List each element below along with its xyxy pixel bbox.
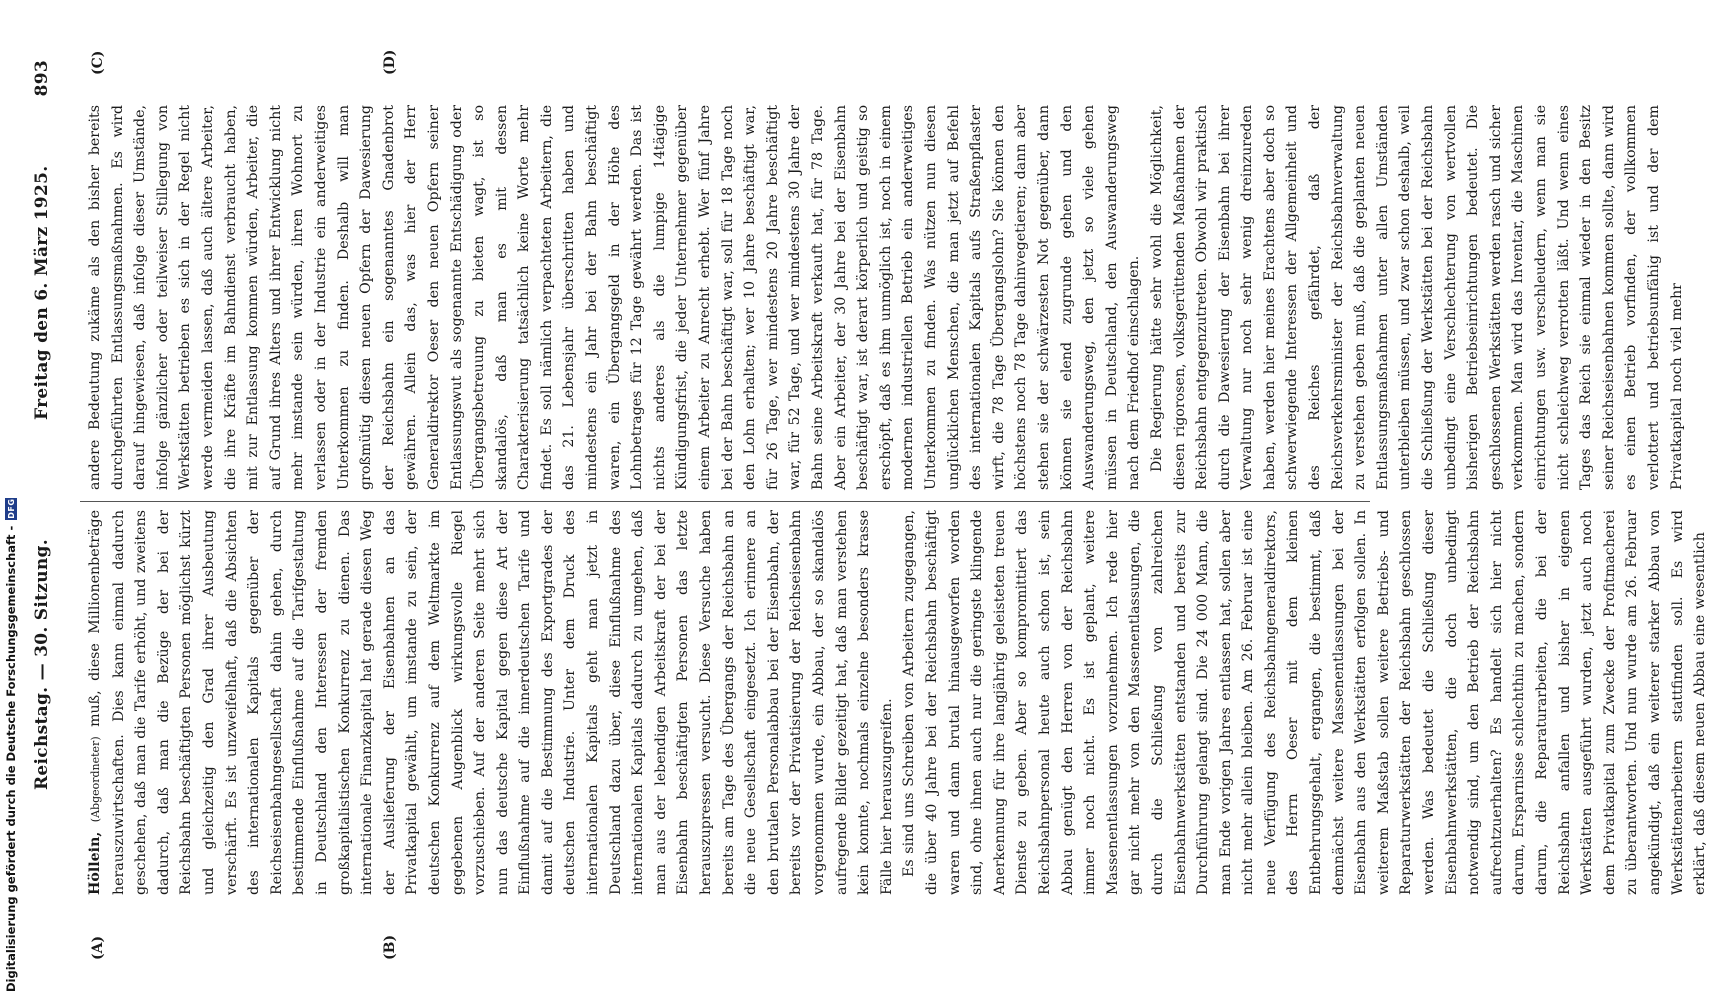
- left-column: [84, 510, 1712, 895]
- header-left-title: Reichstag. — 30. Sitzung.: [32, 539, 52, 790]
- dfg-logo-icon: DFG: [6, 498, 16, 519]
- left-paragraph-2: Es sind uns Schreiben von Arbeitern zugegangen, die über 40 Jahre bei der Reichsbahn beschäftigt waren und dann brutal hinausgeworfen worden sind, ohne ihnen auch nur die geringste klingende Anerkennung für ihre langjährig geleisteten treuen Dienste zu geben. Aber so kompromittiert das Reichsbahnpersonal heute auch schon ist, sein Abbau genügt den Herren von der Reichsbahn immer noch nicht. Es ist geplant, weitere Massenentlassungen vorzunehmen. Ich rede hier gar nicht mehr von den Massenentlassungen, die durch die Schließung von zahlreichen Eisenbahnwerkstätten entstanden und bereits zur Durchführung gelangt sind. Die 24 000 Mann, die man Ende vorigen Jahres entlassen hat, sollen aber nicht mehr allein bleiben. Am 26. Februar ist eine neue Verfügung des Reichsbahngeneraldirektors, des Herrn Oeser mit dem kleinen Entbehrungsgehalt, ergangen, die bestimmt, daß demnächst weitere Massenentlassungen bei der Eisenbahn aus den Werkstätten erfolgen sollen. In weiterem Maßstab sollen weitere Betriebs- und Reparaturwerkstätten der Reichsbahn geschlossen werden. Was bedeutet die Schließung dieser Eisenbahnwerkstätten, die doch unbedingt notwendig sind, um den Betrieb der Reichsbahn aufrechtzuerhalten? Es handelt sich hier nicht darum, Ersparnisse schlechthin zu machen, sondern darum, die Reparaturarbeiten, die bei der Reichsbahn anfallen und bisher in eigenen Werkstätten ausgeführt wurden, jetzt auch noch dem Privatkapital zum Zwecke der Profitmacherei zu überantworten. Und nun wurde am 26. Februar angekündigt, daß ein weiterer starker Abbau von Werkstättenarbeitern stattfinden soll. Es wird erklärt, daß diesem neuen Abbau eine wesentlich: [901, 510, 1709, 895]
- right-column: [84, 105, 1688, 490]
- margin-mark-b: (B): [382, 934, 398, 960]
- right-paragraph-1: andere Bedeutung zukäme als den bisher bereits durchgeführten Entlassungsmaßnahmen. Es wird darauf hingewiesen, daß infolge dieser Umstände, infolge gänzlicher oder teilweiser Stillegung von Werkstätten betrieben es sich in der Regel nicht werde vermeiden lassen, daß auch ältere Arbeiter, die ihre Kräfte im Bahndienst verbraucht haben, mit zur Entlassung kommen würden, Arbeiter, die auf Grund ihres Alters und ihrer Entwicklung nicht mehr imstande sein würden, ihren Wohnort zu verlassen oder in der Industrie ein anderweitiges Unterkommen zu finden. Deshalb will man großmütig diesen neuen Opfern der Dawesierung der Reichsbahn ein sogenanntes Gnadenbrot gewähren. Allein das, was hier der Herr Generaldirektor Oeser den neuen Opfern seiner Entlassungswut als sogenannte Entschädigung oder Übergangsbetreuung zu bieten wagt, ist so skandalös, daß man es mit dessen Charakterisierung tatsächlich keine Worte mehr findet. Es soll nämlich verpachteten Arbeitern, die das 21. Lebensjahr überschritten haben und mindestens ein Jahr bei der Bahn beschäftigt waren, ein Übergangsgeld in der Höhe des Lohnbetrages für 12 Tage gewährt werden. Das ist nichts anderes als die lumpige 14tägige Kündigungsfrist, die jeder Unternehmer gegenüber einem Arbeiter zu Anrecht erhebt. Wer fünf Jahre bei der Bahn beschäftigt war, soll für 18 Tage noch den Lohn erhalten; wer 10 Jahre beschäftigt war, für 26 Tage, wer mindestens 20 Jahre beschäftigt war, für 52 Tage, und wer mindestens 30 Jahre der Bahn seine Arbeitskraft verkauft hat, für 78 Tage. Aber ein Arbeiter, der 30 Jahre bei der Eisenbahn beschäftigt war, ist derart körperlich und geistig so erschöpft, daß es ihm unmöglich ist, noch in einem modernen industriellen Betrieb ein anderweitiges Unterkommen zu finden. Was nützen nun diesen unglücklichen Menschen, die man jetzt auf Befehl des internationalen Kapitals aufs Straßenpflaster wirft, die 78 Tage Übergangslohn? Sie können den höchstens noch 78 Tage dahinvegetieren; dann aber stehen sie der schwärzesten Not gegenüber, dann können sie elend zugrunde gehen und den Auswanderungsweg, den jetzt so viele gehen müssen in Deutschland, den Auswanderungsweg nach dem Friedhof einschlagen.: [87, 105, 1143, 490]
- right-paragraph-2: Die Regierung hätte sehr wohl die Möglichkeit, diesen rigorosen, volksgerüttenden Maßnahmen der Reichsbahn entgegenzutreten. Obwohl wir praktisch durch die Dawesierung der Eisenbahn bei ihrer Verwaltung nur noch sehr wenig dreinzureden haben, werden hier meines Erachtens aber doch so schwerwiegende Interessen der Allgemeinheit und des Reiches gefährdet, daß der Reichsverkehrsminister der Reichsbahnverwaltung zu verstehen geben muß, daß die geplanten neuen Entlassungsmaßnahmen unter allen Umständen unterbleiben müssen, und zwar schon deshalb, weil die Schließung der Werkstätten bei der Reichsbahn unbedingt eine Verschlechterung von wertvollen bisherigen Betriebseinrichtungen bedeutet. Die geschlossenen Werkstätten werden rasch und sicher verkommen. Man wird das Inventar, die Maschinen einrichtungen usw. verschleudern, wenn man sie nicht schleichweg verrotten läßt. Und wenn eines Tages das Reich sie einmal wieder in den Besitz seiner Reichseisenbahnen kommen sollte, dann wird es einen Betrieb vorfinden, der vollkommen verlottert und betriebsunfähig ist und der dem Privatkapital noch viel mehr: [1148, 105, 1685, 490]
- page-number: 893: [32, 60, 52, 97]
- digitization-credit: [0, 0, 22, 1000]
- left-paragraph-1: Höllein, (Abgeordneter) muß, diese Millionenbeträge herauszuwirtschaften. Dies kann einmal dadurch geschehen, daß man die Tarife erhöht, und zweitens dadurch, daß man die Bezüge der bei der Reichsbahn beschäftigten Personen möglichst kürzt und gleichzeitig den Grad ihrer Ausbeutung verschärft. Es ist unzweifelhaft, daß die Absichten des internationalen Kapitals gegenüber der Reichseisenbahngesellschaft dahin gehen, durch bestimmende Einflußnahme auf die Tarifgestaltung in Deutschland den Interessen der fremden großkapitalistischen Konkurrenz zu dienen. Das internationale Finanzkapital hat gerade diesen Weg der Auslieferung der Eisenbahnen an das Privatkapital gewählt, um imstande zu sein, der deutschen Konkurrenz auf dem Weltmarkte im gegebenen Augenblick wirkungsvolle Riegel vorzuschieben. Auf der anderen Seite mehrt sich nun das deutsche Kapital gegen diese Art der Einflußnahme auf die innerdeutschen Tarife und damit auf die Bestimmung des Exportgrades der deutschen Industrie. Unter dem Druck des internationalen Kapitals geht man jetzt in Deutschland dazu über, diese Einflußnahme des internationalen Kapitals dadurch zu umgehen, daß man aus der lebendigen Arbeitskraft der bei der Eisenbahn beschäftigten Personen das letzte herauszupressen versucht. Diese Versuche haben bereits am Tage des Übergangs der Reichsbahn an die neue Gesellschaft eingesetzt. Ich erinnere an den brutalen Personalabbau bei der Eisenbahn, der bereits vor der Privatisierung der Reichseisenbahn vorgenommen wurde, ein Abbau, der so skandalös aufregende Bilder gezeitigt hat, daß man verstehen kein konnte, nochmals einzelne besonders krasse Fälle hier herauszugreifen.: [87, 509, 895, 895]
- margin-mark-c: (C): [90, 50, 106, 75]
- speaker-name: Höllein,: [87, 831, 103, 895]
- credit-text: Digitalisierung gefördert durch die Deutsche Forschungsgemeinschaft -: [4, 525, 18, 992]
- header-right-title: Freitag den 6. März 1925.: [32, 165, 52, 420]
- page-header: [32, 60, 66, 940]
- margin-mark-a: (A): [90, 935, 106, 960]
- column-divider: [80, 501, 1370, 502]
- left-paragraph-1-text: muß, diese Millionenbeträge herauszuwirtschaften. Dies kann einmal dadurch geschehen, daß man die Tarife erhöht, und zweitens dadurch, daß man die Bezüge der bei der Reichsbahn beschäftigten Personen möglichst kürzt und gleichzeitig den Grad ihrer Ausbeutung verschärft. Es ist unzweifelhaft, daß die Absichten des internationalen Kapitals gegenüber der Reichseisenbahngesellschaft dahin gehen, durch bestimmende Einflußnahme auf die Tarifgestaltung in Deutschland den Interessen der fremden großkapitalistischen Konkurrenz zu dienen. Das internationale Finanzkapital hat gerade diesen Weg der Auslieferung der Eisenbahnen an das Privatkapital gewählt, um imstande zu sein, der deutschen Konkurrenz auf dem Weltmarkte im gegebenen Augenblick wirkungsvolle Riegel vorzuschieben. Auf der anderen Seite mehrt sich nun das deutsche Kapital gegen diese Art der Einflußnahme auf die innerdeutschen Tarife und damit auf die Bestimmung des Exportgrades der deutschen Industrie. Unter dem Druck des internationalen Kapitals geht man jetzt in Deutschland dazu über, diese Einflußnahme des internationalen Kapitals dadurch zu umgehen, daß man aus der lebendigen Arbeitskraft der bei der Eisenbahn beschäftigten Personen das letzte herauszupressen versucht. Diese Versuche haben bereits am Tage des Übergangs der Reichsbahn an die neue Gesellschaft eingesetzt. Ich erinnere an den brutalen Personalabbau bei der Eisenbahn, der bereits vor der Privatisierung der Reichseisenbahn vorgenommen wurde, ein Abbau, der so skandalös aufregende Bilder gezeitigt hat, daß man verstehen kein konnte, nochmals einzelne besonders krasse Fälle hier herauszugreifen.: [87, 509, 895, 895]
- speaker-note: Abgeordneter: [89, 740, 102, 818]
- margin-mark-d: (D): [382, 49, 398, 75]
